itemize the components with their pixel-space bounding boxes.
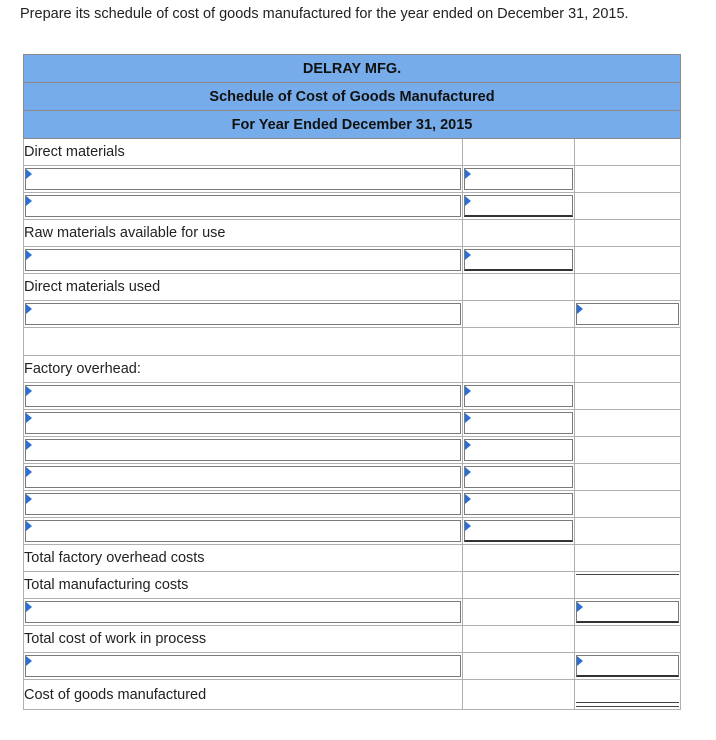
cost-of-goods-manufactured-label: Cost of goods manufactured [24,680,463,710]
dropdown-marker-icon [26,656,32,666]
dropdown-marker-icon [465,521,471,531]
overhead-item-5-amount[interactable] [463,491,575,518]
instruction-text: Prepare its schedule of cost of goods manufactured for the year ended on December 31, 2015. [20,6,629,22]
overhead-item-6-input[interactable] [24,518,463,545]
total-cost-wip-amount[interactable] [575,626,681,653]
overhead-item-2-amount[interactable] [463,410,575,437]
cost-of-goods-manufactured-amount[interactable] [575,680,681,710]
dropdown-marker-icon [465,386,471,396]
dropdown-marker-icon [26,602,32,612]
schedule-title: Schedule of Cost of Goods Manufactured [24,83,681,111]
factory-overhead-label: Factory overhead: [24,356,463,383]
wip-add-input[interactable] [24,599,463,626]
dropdown-marker-icon [26,196,32,206]
overhead-item-3-input[interactable] [24,437,463,464]
dropdown-marker-icon [465,494,471,504]
dropdown-marker-icon [26,440,32,450]
company-name: DELRAY MFG. [24,55,681,83]
dropdown-marker-icon [26,494,32,504]
total-factory-overhead-amount[interactable] [575,545,681,572]
dropdown-marker-icon [26,169,32,179]
dm-item-1-input[interactable] [24,166,463,193]
overhead-item-4-amount[interactable] [463,464,575,491]
overhead-item-2-input[interactable] [24,410,463,437]
dropdown-marker-icon [26,467,32,477]
schedule-table [23,54,681,710]
dm-item-2-amount[interactable] [463,193,575,220]
direct-labor-amount[interactable] [575,301,681,328]
dropdown-marker-icon [465,196,471,206]
wip-add-amount[interactable] [575,599,681,626]
direct-materials-label: Direct materials [24,139,463,166]
schedule-period: For Year Ended December 31, 2015 [24,111,681,139]
total-cost-wip-label: Total cost of work in process [24,626,463,653]
dm-less-amount[interactable] [463,247,575,274]
dropdown-marker-icon [465,467,471,477]
overhead-item-1-input[interactable] [24,383,463,410]
dropdown-marker-icon [465,169,471,179]
dropdown-marker-icon [26,304,32,314]
dropdown-marker-icon [577,304,583,314]
direct-labor-input[interactable] [24,301,463,328]
wip-less-amount[interactable] [575,653,681,680]
overhead-item-1-amount[interactable] [463,383,575,410]
dropdown-marker-icon [465,440,471,450]
raw-materials-available-label: Raw materials available for use [24,220,463,247]
dropdown-marker-icon [26,413,32,423]
dm-item-2-input[interactable] [24,193,463,220]
overhead-item-3-amount[interactable] [463,437,575,464]
dm-item-1-amount[interactable] [463,166,575,193]
dropdown-marker-icon [577,656,583,666]
total-manufacturing-costs-label: Total manufacturing costs [24,572,463,599]
raw-materials-available-amount[interactable] [463,220,575,247]
dropdown-marker-icon [577,602,583,612]
dropdown-marker-icon [465,250,471,260]
dm-less-input[interactable] [24,247,463,274]
dropdown-marker-icon [26,250,32,260]
total-factory-overhead-label: Total factory overhead costs [24,545,463,572]
dropdown-marker-icon [465,413,471,423]
wip-less-input[interactable] [24,653,463,680]
dropdown-marker-icon [26,521,32,531]
direct-materials-used-label: Direct materials used [24,274,463,301]
overhead-item-5-input[interactable] [24,491,463,518]
total-manufacturing-costs-amount[interactable] [575,572,681,599]
overhead-item-6-amount[interactable] [463,518,575,545]
overhead-item-4-input[interactable] [24,464,463,491]
dropdown-marker-icon [26,386,32,396]
